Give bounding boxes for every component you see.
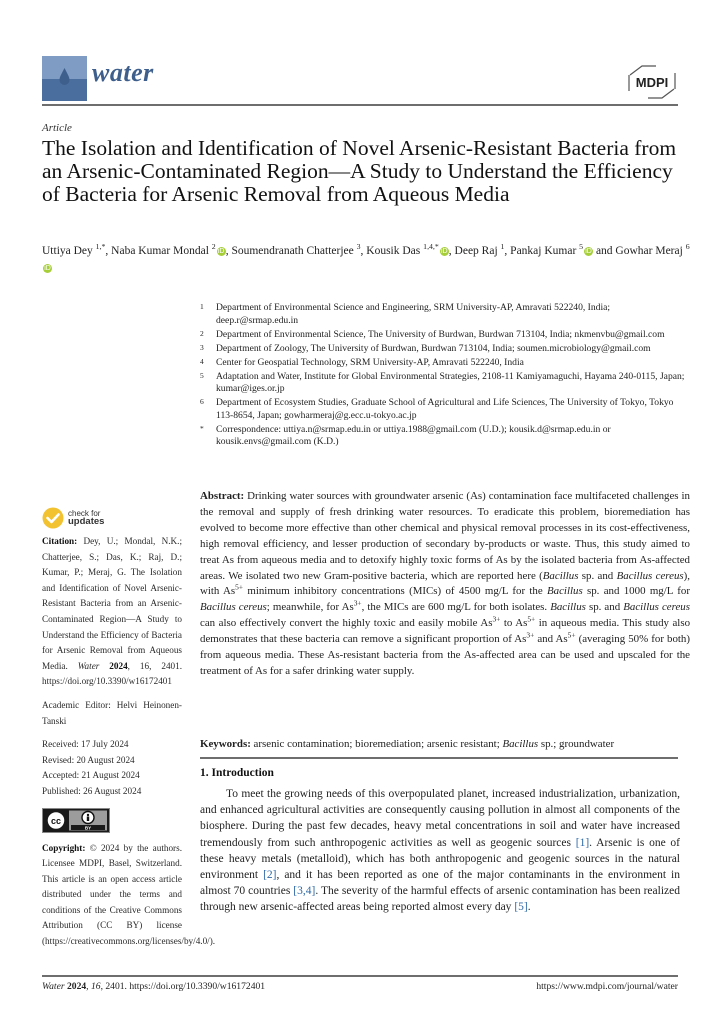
abstract-text: , the MICs are 600 mg/L for both isolates. (361, 601, 551, 614)
article-title: The Isolation and Identification of Novel Arsenic-Resistant Bacteria from an Arsenic-Contaminated Region—A Study to Understand the Efficiency of Bacteria for Arsenic Removal from Aqueous Media (42, 136, 677, 206)
affiliation-number: 2 (200, 328, 204, 338)
affiliation-number: 1 (200, 302, 204, 311)
date-label: Revised: (42, 754, 75, 765)
date-value: 17 July 2024 (81, 739, 129, 750)
academic-editor-label: Academic Editor: (42, 699, 111, 710)
keywords-text: sp.; groundwater (538, 738, 615, 750)
date-row (42, 784, 182, 800)
abstract-text: and As (534, 633, 568, 646)
author[interactable]: Pankaj Kumar (510, 245, 577, 257)
citation-year: 2024 (109, 660, 128, 671)
paragraph-text: . The severity of the harmful effects of arsenic contamination has been realized through new arsenic-affected areas being reported almost every day (200, 885, 680, 914)
footer-citation: Water 2024, 16, 2401. https://doi.org/10.3390/w16172401 (42, 981, 266, 992)
abstract (200, 489, 690, 680)
article-sidebar (42, 506, 216, 958)
footer-year: 2024 (66, 981, 87, 992)
ion-charge: 5+ (235, 582, 244, 592)
section-heading-introduction: 1. Introduction (200, 767, 274, 779)
publication-dates (42, 737, 182, 799)
paragraph-text: . (527, 901, 531, 914)
affiliation-text: Department of Environmental Science, The University of Burdwan, Burdwan 713104, India; nkmenvbu@gmail.com (216, 328, 665, 340)
species-name: Bacillus (550, 601, 586, 614)
copyright-label: Copyright: (42, 842, 86, 853)
author-affiliation-marker: 1 (500, 242, 505, 252)
affiliation-item (200, 424, 690, 449)
paragraph-text: , and it has been reported as one of the major contaminants in the environment in almost 70 countries (200, 869, 680, 898)
citation-doi-link[interactable]: , 16, 2401. https://doi.org/10.3390/w16172401 (42, 660, 183, 687)
abstract-text: ; meanwhile, for As (266, 601, 354, 614)
orcid-icon[interactable]: iD (440, 248, 448, 255)
keywords (200, 737, 690, 752)
date-row (42, 753, 182, 769)
author-affiliation-marker: 2 (211, 242, 216, 252)
date-value: 20 August 2024 (76, 754, 135, 765)
abstract-label: Abstract: (200, 490, 245, 502)
species-name: Bacillus (542, 569, 579, 582)
svg-text:BY: BY (84, 824, 92, 830)
article-type: Article (42, 122, 72, 134)
affiliation-text: Department of Environmental Science and Engineering, SRM University-AP, Amravati 522240, India; deep.r@srmap.edu.in (216, 302, 611, 326)
affiliation-number: * (200, 423, 204, 433)
ion-charge: 3+ (492, 614, 501, 624)
abstract-text: sp. and (578, 569, 617, 582)
citation-block (42, 534, 182, 690)
header-divider (42, 104, 678, 106)
ion-charge: 3+ (526, 630, 535, 640)
date-row (42, 737, 182, 753)
author-affiliation-marker: 6 (685, 242, 690, 252)
orcid-icon[interactable]: iD (585, 248, 592, 255)
date-label: Received: (42, 739, 79, 750)
academic-editor-block (42, 698, 182, 729)
author[interactable]: Soumendranath Chatterjee (231, 245, 354, 257)
check-for-updates-button[interactable] (42, 506, 182, 530)
academic-editor-name: Helvi Heinonen-Tanski (42, 699, 182, 726)
citation-link[interactable]: [2] (263, 869, 277, 882)
species-name: Bacillus cereus (616, 569, 684, 582)
citation-link[interactable]: [5] (514, 901, 528, 914)
keyword-species: Bacillus (502, 738, 539, 750)
affiliation-number: 6 (200, 397, 204, 406)
citation-text: Dey, U.; Mondal, N.K.; Chatterjee, S.; Das, K.; Raj, D.; Kumar, P.; Meraj, G. The Isolation and Identification of Novel Arsenic-Resistant Bacteria from an Arsenic-Contaminated Region—A Study to Understand the Efficiency of Bacteria for Arsenic Removal from Aqueous Media. (42, 536, 182, 671)
abstract-text: sp. and 1000 mg/L for (582, 585, 691, 598)
paragraph-text: To meet the growing needs of this overpopulated planet, increased industrialization, urbanization, and enhanced agricultural activities are consequently causing pollution in almost all components of the biosphere. During the past few decades, heavy metal concentrations in soil and water have increased tremendously from such anthropogenic activities as well as geogenic sources (200, 788, 680, 849)
authors-conjunction: and (595, 245, 613, 257)
date-value: 21 August 2024 (81, 770, 140, 781)
cc-by-icon (43, 809, 109, 832)
affiliation-text: Adaptation and Water, Institute for Global Environmental Strategies, 2108-11 Kamiyamaguchi, Hayama 240-0115, Japan; kumar@iges.or.jp (216, 370, 685, 394)
date-label: Published: (42, 785, 81, 796)
citation-link[interactable]: [1] (575, 836, 590, 849)
orcid-icon[interactable]: iD (44, 265, 51, 272)
author-affiliation-marker: 1,* (95, 242, 106, 252)
abstract-text: in aqueous media. This study also demonstrates that these bacteria can remove a significant proportion of As (200, 617, 691, 646)
mdpi-logo-icon (626, 63, 678, 101)
date-value: 26 August 2024 (83, 785, 142, 796)
species-name: Bacillus cereus (200, 601, 267, 614)
ion-charge: 3+ (353, 598, 362, 608)
abstract-text: (averaging 50% for both) from aqueous media. These As-resistant bacteria from the As-affected area can be used and upscaled for the treatment of As for a safer drinking water supply. (200, 633, 690, 677)
affiliation-text: Center for Geospatial Technology, SRM University-AP, Amravati 522240, India (216, 356, 524, 368)
citation-label: Citation: (42, 536, 78, 546)
author[interactable]: Gowhar Meraj (615, 245, 683, 257)
copyright-block (42, 841, 216, 950)
orcid-icon[interactable]: iD (217, 248, 225, 255)
affiliation-item (200, 397, 690, 422)
author-list: Uttiya Dey $^{1,*}$, Naba Kumar Mondal $^2$iD, Soumendranath Chatterjee $^3$, Kousik Das $^{1,4,*}$iD, Deep Raj $^1$, Pankaj Kumar $^5$iD and Gowhar Meraj $^6$iD (42, 242, 690, 272)
abstract-text: minimum inhibitory concentrations (MICs) of 4500 mg/L for the (243, 585, 547, 598)
affiliation-item (200, 357, 690, 370)
abstract-text: to As (500, 617, 528, 630)
abstract-text: Drinking water sources with groundwater arsenic (As) contamination face multifaceted challenges in the removal and supply of fresh drinking water resources. To eradicate this problem, bioremediation has evolved to become more effective than other chemical and physical removal processes in its cost-effectiveness, high removal efficiency, and lesser production of secondary by-products or waste. Thus, this study aimed to treat As from aqueous media and to detoxify highly toxic forms of As by the isolated bacteria from As-affected areas. We isolated two new Gram-positive bacteria, which are reported here ( (200, 490, 690, 582)
author-affiliation-marker: 5 (579, 242, 584, 252)
date-row (42, 768, 182, 784)
author[interactable]: Uttiya Dey (42, 245, 93, 257)
affiliation-item (200, 343, 690, 356)
footer-journal-url[interactable]: https://www.mdpi.com/journal/water (536, 981, 678, 992)
author[interactable]: Deep Raj (454, 245, 498, 257)
author-affiliation-marker: 1,4,* (423, 242, 439, 252)
footer-volume: 16 (90, 981, 101, 992)
check-for-updates-icon (42, 507, 64, 529)
keywords-text: arsenic contamination; bioremediation; arsenic resistant; (250, 738, 503, 750)
author[interactable]: Kousik Das (366, 245, 421, 257)
introduction-paragraph (200, 786, 680, 916)
ion-charge: 5+ (527, 614, 536, 624)
affiliation-text: Department of Ecosystem Studies, Graduate School of Agricultural and Life Sciences, The University of Tokyo, Tokyo 113-8654, Japan; gowharmeraj@g.ecc.u-tokyo.ac.jp (216, 397, 674, 421)
footer-doi-link[interactable]: , 2401. https://doi.org/10.3390/w16172401 (100, 981, 266, 992)
affiliation-number: 5 (200, 370, 204, 380)
footer-journal: Water (42, 981, 65, 992)
footer-divider (42, 975, 678, 977)
check-updates-line1: check for (68, 508, 101, 518)
abstract-text: can also effectively convert the highly toxic and easily mobile As (200, 617, 493, 630)
paragraph-text: . Arsenic is one of these heavy metals (metalloid), which has both anthropogenic and geogenic sources in the natural environment (200, 836, 680, 882)
check-updates-line2: updates (68, 516, 105, 527)
copyright-text: © 2024 by the authors. Licensee MDPI, Basel, Switzerland. This article is an open access article distributed under the terms and conditions of the Creative Commons Attribution (CC BY) license (https://creativecommons.org/licenses/by/4.0/). (42, 842, 216, 947)
species-name: Bacillus cereus (623, 601, 690, 614)
date-label: Accepted: (42, 770, 80, 781)
affiliation-item (200, 371, 690, 396)
citation-journal: Water (77, 660, 100, 671)
affiliation-number: 4 (200, 356, 204, 366)
abstract-text: sp. and (585, 601, 624, 614)
keywords-label: Keywords: (200, 738, 251, 750)
affiliation-text: Correspondence: uttiya.n@srmap.edu.in or uttiya.1988@gmail.com (U.D.); kousik.d@srmap.edu.in or kousik.envs@gmail.com (K.D.) (216, 423, 611, 447)
species-name: Bacillus (547, 585, 583, 598)
journal-logo-icon (42, 56, 87, 101)
author[interactable]: Naba Kumar Mondal (111, 245, 209, 257)
svg-text:cc: cc (50, 815, 62, 826)
affiliation-item (200, 302, 690, 327)
affiliations-list (200, 302, 690, 450)
cc-by-license-badge[interactable] (42, 808, 110, 833)
abstract-divider (200, 757, 678, 759)
citation-link[interactable]: [3,4] (293, 885, 316, 898)
affiliation-number: 3 (200, 342, 204, 352)
affiliation-item (200, 329, 690, 342)
affiliation-text: Department of Zoology, The University of Burdwan, Burdwan 713104, India; soumen.microbiology@gmail.com (216, 342, 651, 354)
ion-charge: 5+ (567, 630, 576, 640)
abstract-text: ), with As (200, 569, 690, 598)
author-affiliation-marker: 3 (356, 242, 361, 252)
svg-text:MDPI: MDPI (635, 75, 669, 90)
journal-name: water (92, 58, 154, 87)
